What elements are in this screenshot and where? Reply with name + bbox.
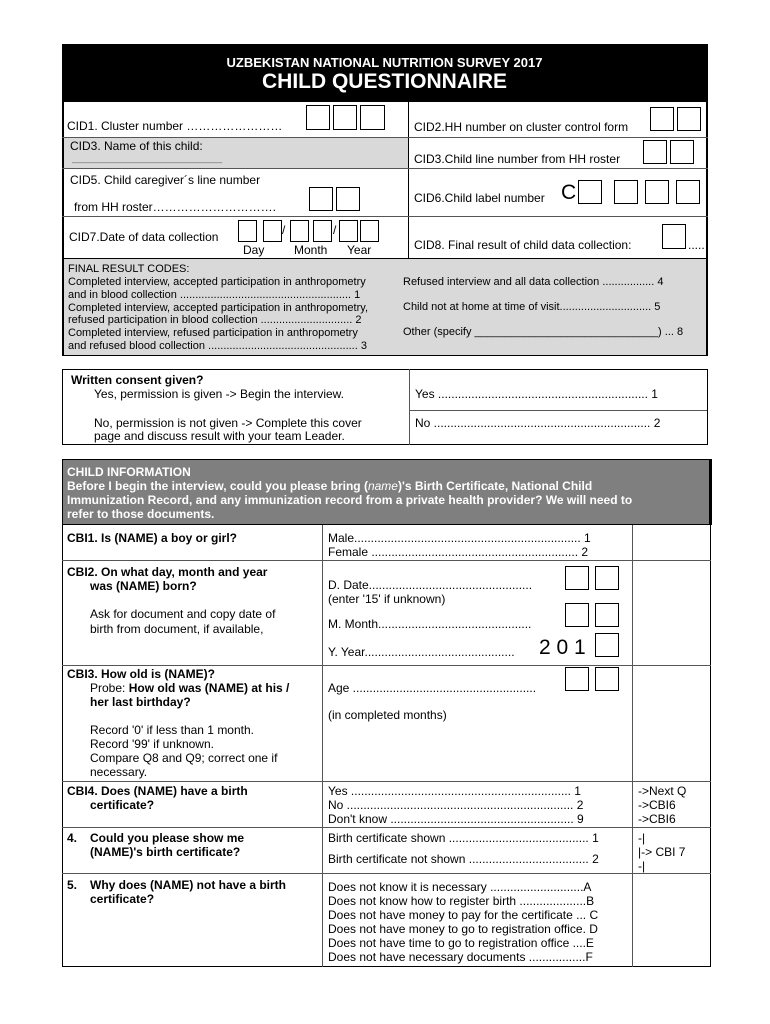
consent-yes-text: Yes, permission is given -> Begin the interview. bbox=[94, 387, 345, 401]
cid3-name-line[interactable]: ______________________________ bbox=[72, 153, 223, 163]
child-info-intro-1: Before I begin the interview, could you please bring (name)'s Birth Certificate, National Child bbox=[67, 479, 593, 493]
cid6-prefix: C bbox=[561, 181, 577, 204]
cbi4-skip-3: ->CBI6 bbox=[638, 812, 676, 826]
cid5-box-1[interactable] bbox=[309, 187, 333, 211]
cbi1-option-male[interactable]: Male.................................................................... 1 bbox=[328, 531, 591, 545]
cbi3-age-label: Age ....................................................... bbox=[328, 681, 537, 695]
cbi2-year-box[interactable] bbox=[595, 633, 619, 657]
cbi2-day-box-1[interactable] bbox=[565, 566, 589, 590]
cid5-label-b: from HH roster…………………………. bbox=[74, 200, 277, 214]
cbi2-question-2: was (NAME) born? bbox=[90, 579, 197, 593]
cid3-box-1[interactable] bbox=[643, 140, 667, 164]
cbi2-day-note: (enter '15' if unknown) bbox=[328, 592, 446, 606]
consent-no-text-2: page and discuss result with your team Leader. bbox=[94, 429, 345, 443]
cid6-box-4[interactable] bbox=[676, 180, 700, 204]
cid1-box-1[interactable] bbox=[306, 105, 330, 130]
cid7-year-box-2[interactable] bbox=[360, 220, 379, 242]
final-code-left-1: Completed interview, accepted participation in anthropometry bbox=[68, 276, 366, 288]
cbi2-month-box-2[interactable] bbox=[595, 603, 619, 627]
cid3-name-label: CID3. Name of this child: bbox=[70, 139, 203, 153]
cid8-dots: ..... bbox=[688, 238, 705, 252]
cid6-box-3[interactable] bbox=[645, 180, 669, 204]
cbi3-record-1: Record '0' if less than 1 month. bbox=[90, 723, 254, 737]
q4-skip-3: -| bbox=[638, 859, 646, 873]
cid7-month-label: Month bbox=[294, 243, 328, 257]
cid2-label: CID2.HH number on cluster control form bbox=[414, 120, 629, 134]
cid7-month-box-1[interactable] bbox=[290, 220, 309, 242]
final-code-right-3: Other (specify ______________________________) ... 8 bbox=[403, 326, 684, 338]
cbi2-month-label: M. Month.............................................. bbox=[328, 617, 532, 631]
cbi3-record-4: necessary. bbox=[90, 765, 148, 779]
cbi3-probe: Probe: How old was (NAME) at his / bbox=[90, 681, 290, 695]
cid7-day-label: Day bbox=[243, 243, 265, 257]
child-info-title: CHILD INFORMATION bbox=[67, 465, 191, 479]
final-code-left-6: and refused blood collection ................................................. 3 bbox=[68, 340, 367, 352]
q4-option-shown[interactable]: Birth certificate shown .......................................... 1 bbox=[328, 831, 599, 845]
cid7-year-box-1[interactable] bbox=[339, 220, 358, 242]
cbi3-age-note: (in completed months) bbox=[328, 708, 447, 722]
q5-option-b[interactable]: Does not know how to register birth ....................B bbox=[328, 894, 595, 908]
q5-option-c[interactable]: Does not have money to pay for the certificate ... C bbox=[328, 908, 599, 922]
final-code-left-4: refused participation in blood collection .............................. 2 bbox=[68, 314, 362, 326]
cid2-box-1[interactable] bbox=[650, 107, 674, 131]
cid8-label: CID8. Final result of child data collection: bbox=[414, 238, 632, 252]
cbi3-probe-2: her last birthday? bbox=[90, 695, 191, 709]
consent-yes-option[interactable]: Yes ............................................................... 1 bbox=[415, 387, 658, 401]
cbi4-skip-1: ->Next Q bbox=[638, 784, 687, 798]
cbi3-record-2: Record '99' if unknown. bbox=[90, 737, 214, 751]
q4-question-2: (NAME)'s birth certificate? bbox=[90, 845, 241, 859]
q5-number: 5. bbox=[67, 878, 78, 892]
child-info-intro-2: Immunization Record, and any immunization record from a private health provider? We will need to bbox=[67, 493, 633, 507]
cid7-day-box-1[interactable] bbox=[238, 220, 257, 242]
cbi4-option-no[interactable]: No .................................................................... 2 bbox=[328, 798, 584, 812]
q4-number: 4. bbox=[67, 831, 78, 845]
final-code-right-1: Refused interview and all data collection ................. 4 bbox=[403, 276, 664, 288]
cbi4-option-yes[interactable]: Yes .................................................................. 1 bbox=[328, 784, 581, 798]
cbi3-record-3: Compare Q8 and Q9; correct one if bbox=[90, 751, 278, 765]
q5-option-e[interactable]: Does not have time to go to registration office ....E bbox=[328, 936, 594, 950]
cid1-label: CID1. Cluster number …………………… bbox=[67, 119, 283, 133]
cid5-box-2[interactable] bbox=[336, 187, 360, 211]
cid7-year-label: Year bbox=[347, 243, 372, 257]
final-code-left-2: and in blood collection ........................................................ 1 bbox=[68, 289, 361, 301]
cbi2-note-1: Ask for document and copy date of bbox=[90, 607, 276, 621]
cbi3-age-box-1[interactable] bbox=[565, 667, 589, 691]
cbi2-day-box-2[interactable] bbox=[595, 566, 619, 590]
form-title: CHILD QUESTIONNAIRE bbox=[261, 70, 507, 93]
final-code-left-3: Completed interview, accepted participation in anthropometry, bbox=[68, 302, 369, 314]
q4-question-1: Could you please show me bbox=[90, 831, 245, 845]
cid7-day-box-2[interactable] bbox=[263, 220, 282, 242]
consent-no-text-1: No, permission is not given -> Complete this cover bbox=[94, 416, 362, 430]
cid3-hh-label: CID3.Child line number from HH roster bbox=[414, 152, 621, 166]
q4-skip-2: |-> CBI 7 bbox=[638, 845, 686, 859]
cbi4-question-1: CBI4. Does (NAME) have a birth bbox=[67, 784, 248, 798]
child-info-intro-3: refer to those documents. bbox=[67, 507, 215, 521]
cbi1-question: CBI1. Is (NAME) a boy or girl? bbox=[67, 531, 238, 545]
cbi2-day-label: D. Date................................................. bbox=[328, 578, 533, 592]
cid7-sep-1: / bbox=[282, 223, 286, 237]
q4-skip-1: -| bbox=[638, 831, 646, 845]
final-codes-title: FINAL RESULT CODES: bbox=[68, 263, 190, 275]
final-code-right-2: Child not at home at time of visit.............................. 5 bbox=[403, 301, 661, 313]
consent-no-option[interactable]: No ................................................................. 2 bbox=[415, 416, 661, 430]
cid8-box[interactable] bbox=[662, 224, 686, 249]
cbi4-option-dontknow[interactable]: Don't know ....................................................... 9 bbox=[328, 812, 584, 826]
cid7-label: CID7.Date of data collection bbox=[69, 230, 219, 244]
cid1-box-3[interactable] bbox=[360, 105, 385, 130]
consent-title: Written consent given? bbox=[71, 373, 204, 387]
q5-option-d[interactable]: Does not have money to go to registration office. D bbox=[328, 922, 598, 936]
cid7-sep-2: / bbox=[333, 223, 337, 237]
cid7-month-box-2[interactable] bbox=[313, 220, 332, 242]
q5-option-f[interactable]: Does not have necessary documents .................F bbox=[328, 950, 593, 964]
q4-option-not-shown[interactable]: Birth certificate not shown .................................... 2 bbox=[328, 852, 599, 866]
cbi2-note-2: birth from document, if available, bbox=[90, 622, 264, 636]
cbi3-question: CBI3. How old is (NAME)? bbox=[67, 667, 215, 681]
final-code-left-5: Completed interview, refused participation in anthropometry bbox=[68, 327, 358, 339]
cid2-box-2[interactable] bbox=[677, 107, 701, 131]
cbi1-option-female[interactable]: Female .............................................................. 2 bbox=[328, 545, 589, 559]
cbi4-skip-2: ->CBI6 bbox=[638, 798, 676, 812]
q5-option-a[interactable]: Does not know it is necessary ............................A bbox=[328, 880, 592, 894]
q5-question-2: certificate? bbox=[90, 892, 155, 906]
cid6-box-1[interactable] bbox=[578, 180, 602, 204]
cbi3-age-box-2[interactable] bbox=[595, 667, 619, 691]
cbi4-question-2: certificate? bbox=[90, 798, 155, 812]
cbi2-month-box-1[interactable] bbox=[565, 603, 589, 627]
cid3-box-2[interactable] bbox=[670, 140, 694, 164]
survey-title: UZBEKISTAN NATIONAL NUTRITION SURVEY 2017 bbox=[226, 55, 543, 70]
cid5-label-a: CID5. Child caregiver´s line number bbox=[70, 173, 261, 187]
cbi2-year-digits: 2 0 1 bbox=[539, 636, 586, 659]
cid6-label: CID6.Child label number bbox=[414, 191, 545, 205]
cbi2-year-label: Y. Year............................................. bbox=[328, 645, 515, 659]
cid6-box-2[interactable] bbox=[614, 180, 638, 204]
cid1-box-2[interactable] bbox=[333, 105, 357, 130]
q5-question-1: Why does (NAME) not have a birth bbox=[90, 878, 287, 892]
cbi2-question-1: CBI2. On what day, month and year bbox=[67, 565, 268, 579]
